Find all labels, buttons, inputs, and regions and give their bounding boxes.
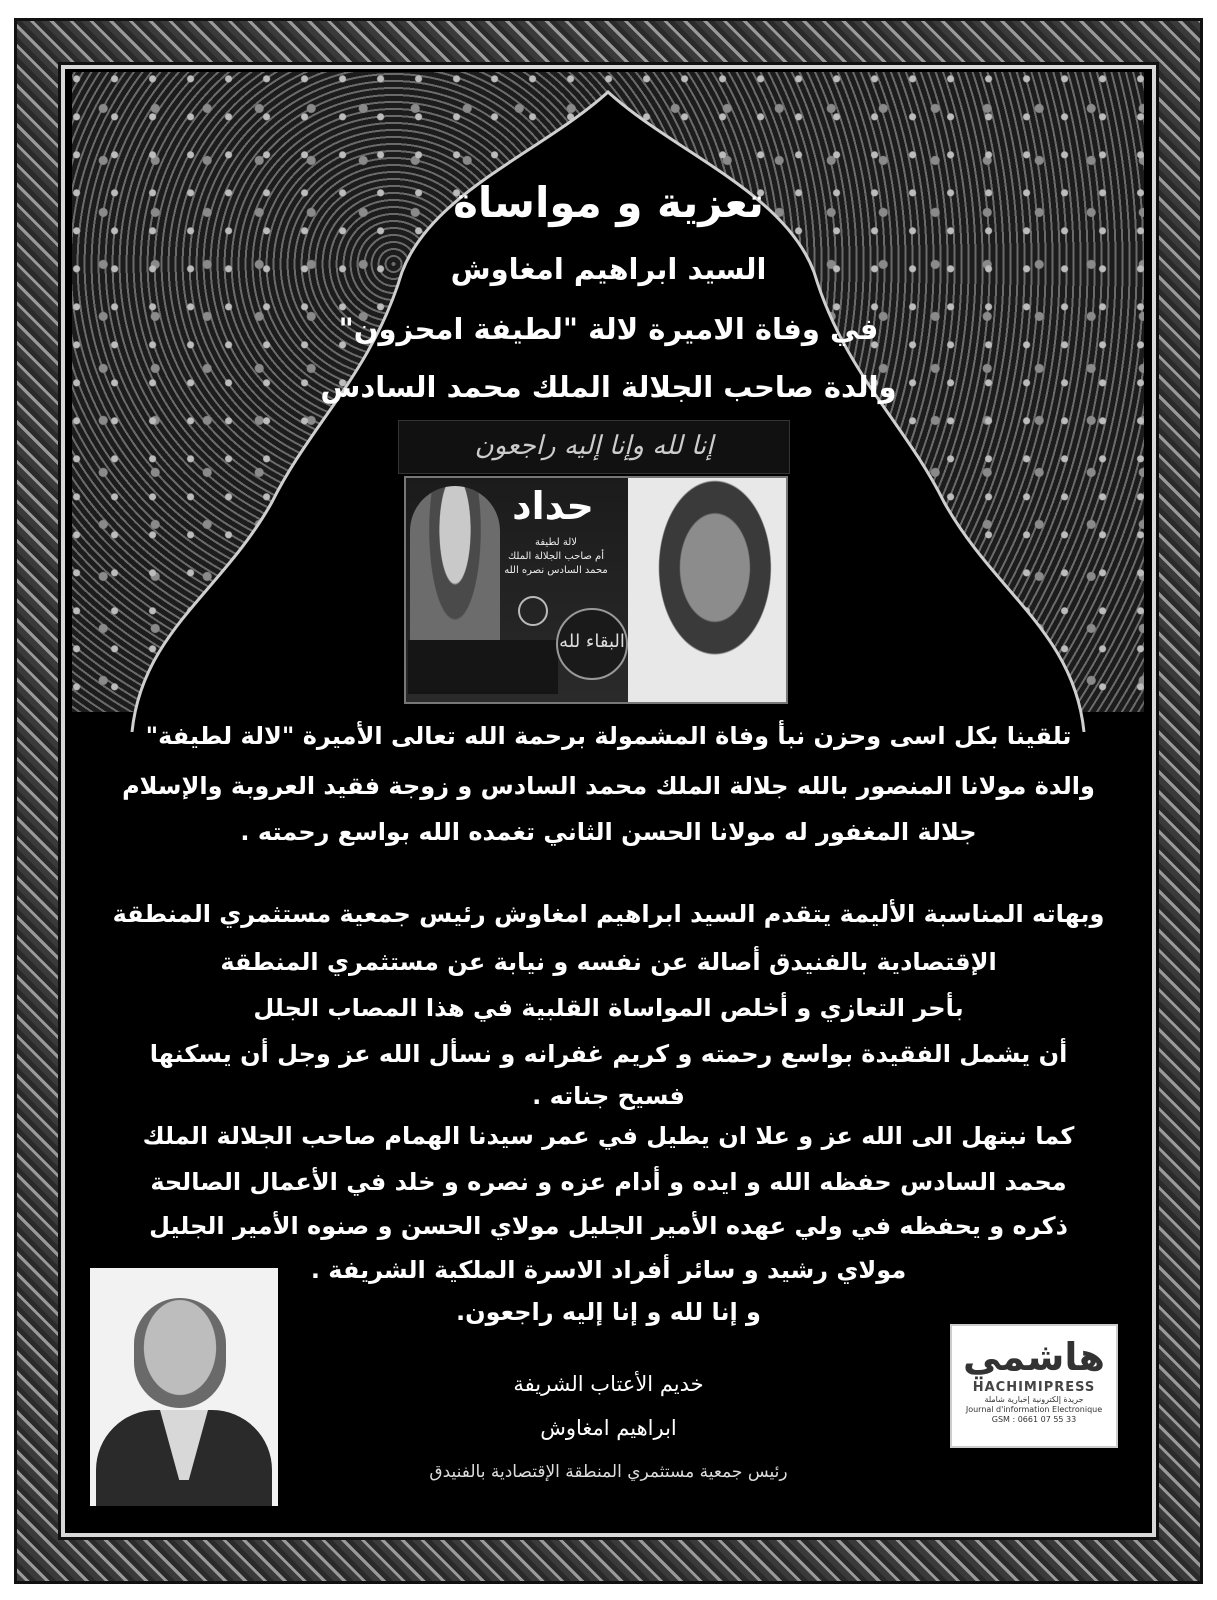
paragraph1-line: جلالة المغفور له مولانا الحسن الثاني تغمده الله بواسع رحمته .: [240, 818, 977, 846]
photo-caption: [488, 536, 624, 578]
paragraph2-line: أن يشمل الفقيدة بواسع رحمته و كريم غفرانه و نسأل الله عز وجل أن يسكنها: [149, 1040, 1068, 1068]
signature-name: ابراهيم امغاوش: [540, 1416, 677, 1440]
paragraph1-line: والدة مولانا المنصور بالله جلالة الملك محمد السادس و زوجة فقيد العروبة والإسلام: [122, 772, 1095, 800]
paragraph2-line: بأحر التعازي و أخلص المواساة القلبية في هذا المصاب الجلل: [253, 994, 964, 1022]
logo-phone: GSM : 0661 07 55 33: [991, 1415, 1077, 1424]
notice-title: تعزية و مواساة: [453, 178, 764, 227]
paragraph2-line: فسيح جناته .: [532, 1082, 685, 1110]
photo-circle-calligraphy: البقاء لله: [556, 608, 628, 680]
signatory-portrait: [90, 1268, 278, 1506]
paragraph3-line: كما نبتهل الى الله عز و علا ان يطيل في عمر سيدنا الهمام صاحب الجلالة الملك: [142, 1122, 1075, 1150]
paragraph2-line: وبهاته المناسبة الأليمة يتقدم السيد ابراهيم امغاوش رئيس جمعية مستثمري المنطقة: [112, 900, 1105, 928]
calligraphy-text: إنا لله وإنا إليه راجعون: [474, 431, 714, 461]
paragraph2-line: الإقتصادية بالفنيدق أصالة عن نفسه و نيابة عن مستثمري المنطقة: [220, 948, 997, 976]
header-line-3: والدة صاحب الجلالة الملك محمد السادس: [320, 370, 897, 404]
photo-caption-2: أم صاحب الجلالة الملك: [507, 551, 605, 562]
header-line-1: السيد ابراهيم امغاوش: [450, 252, 767, 286]
royal-seal-icon: [518, 596, 548, 626]
logo-mark: هاشمي: [963, 1335, 1105, 1379]
hachimipress-logo: [950, 1324, 1118, 1448]
signature-line-1: خديم الأعتاب الشريفة: [513, 1372, 704, 1396]
photo-heading: حداد: [512, 484, 594, 528]
paragraph3-line: ذكره و يحفظه في ولي عهده الأمير الجليل مولاي الحسن و صنوه الأمير الجليل: [149, 1212, 1068, 1240]
paragraph1-line: تلقينا بكل اسى وحزن نبأ وفاة المشمولة برحمة الله تعالى الأميرة "لالة لطيفة": [145, 722, 1072, 750]
logo-tagline-fr: Journal d'information Electronique: [965, 1405, 1103, 1414]
photo-caption-3: محمد السادس نصره الله: [504, 565, 608, 576]
header-line-2: في وفاة الاميرة لالة "لطيفة امحزون": [338, 312, 879, 346]
paragraph3-line: محمد السادس حفظه الله و ايده و أدام عزه و نصره و خلد في الأعمال الصالحة: [150, 1168, 1067, 1196]
calligraphy-banner: [398, 420, 790, 474]
photo-left-panel: [406, 478, 628, 702]
logo-tagline-ar: جريدة إلكترونية إخبارية شاملة: [984, 1395, 1084, 1404]
signature-title: رئيس جمعية مستثمري المنطقة الإقتصادية بالفنيدق: [429, 1462, 788, 1482]
paragraph3-line: و إنا لله و إنا إليه راجعون.: [456, 1298, 761, 1326]
mourning-photo: [404, 476, 788, 704]
photo-caption-1: لالة لطيفة: [535, 537, 577, 548]
paragraph3-line: مولاي رشيد و سائر أفراد الاسرة الملكية الشريفة .: [310, 1256, 907, 1284]
logo-name: HACHIMIPRESS: [972, 1380, 1096, 1395]
portrait-head: [134, 1298, 226, 1408]
portrait-king: [628, 478, 786, 702]
photo-bottom-strip: [408, 640, 558, 694]
